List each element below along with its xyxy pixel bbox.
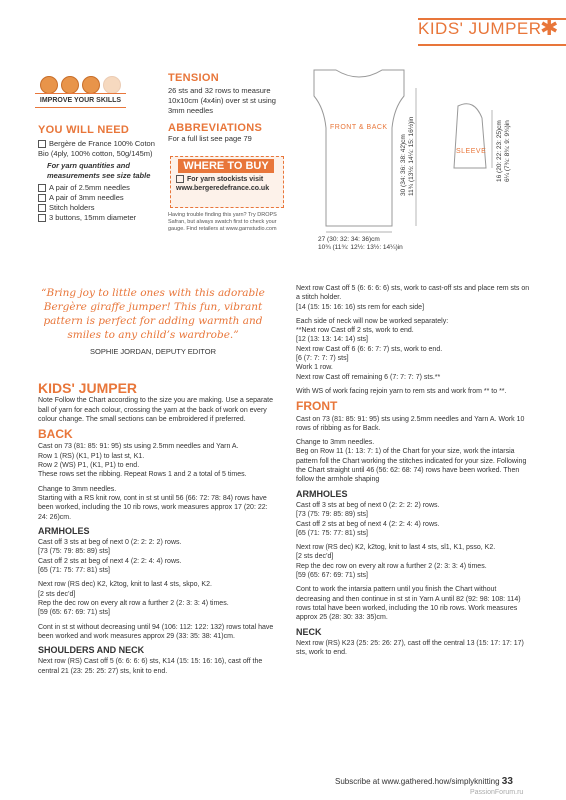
pattern-line: Next row Cast off 6 (6: 6: 7: 7) sts, work to end.	[296, 345, 443, 353]
yarn-ball-icon	[40, 76, 58, 94]
yarn-ball-icon	[103, 76, 121, 94]
pattern-line: These rows set the ribbing. Repeat Rows 1 and 2 a total of 5 times.	[38, 471, 247, 479]
need-note: For yarn quantities and measurements see size table	[47, 161, 151, 180]
pattern-line: With WS of work facing rejoin yarn to rem sts and work from ** to **.	[296, 387, 507, 395]
armholes-heading: ARMHOLES	[296, 488, 348, 499]
pattern-line: Row 1 (RS) (K1, P1) to last st, K1.	[38, 452, 145, 460]
pattern-line: Next row (RS dec) K2, k2tog, knit to last 4 sts, sl1, K1, psso, K2.	[296, 544, 496, 552]
pattern-line: Next row (RS) K23 (25: 25: 26: 27), cast off the central 13 (15: 17: 17: 17) sts, work to end.	[296, 639, 524, 657]
need-item: A pair of 2.5mm needles	[38, 183, 156, 193]
pattern-line: Cast off 2 sts at beg of next 4 (2: 2: 4: 4) rows.	[38, 557, 182, 565]
pattern-line: Work 1 row.	[296, 364, 333, 372]
checkbox-icon	[38, 140, 46, 148]
pattern-line: Each side of neck will now be worked separately:	[296, 317, 449, 325]
pattern-line: Rep the dec row on every alt row a further 2 (2: 3: 3: 4) times.	[296, 562, 487, 570]
pattern-line: [6 (7: 7: 7: 7) sts]	[296, 355, 349, 363]
pattern-line: Change to 3mm needles.	[38, 485, 117, 493]
pattern-line: [2 sts dec’d]	[38, 590, 76, 598]
shoulders-heading: SHOULDERS AND NECK	[38, 645, 145, 656]
left-column	[38, 380, 274, 676]
checkbox-icon	[176, 175, 184, 183]
pattern-line: [12 (13: 13: 14: 14) sts]	[296, 336, 368, 344]
pattern-line: [59 (65: 67: 69: 71) sts]	[296, 572, 368, 580]
garment-diagram	[296, 58, 566, 248]
checkbox-icon	[38, 204, 46, 212]
pattern-line: Next row Cast off 5 (6: 6: 6: 6) sts, work to cast-off sts and place rem sts on a stitch holder.	[296, 285, 530, 302]
back-heading: BACK	[38, 427, 73, 442]
pattern-line: Cast off 3 sts at beg of next 0 (2: 2: 2: 2) rows.	[38, 539, 182, 547]
neck-heading: NECK	[296, 626, 322, 637]
editor-quote: “Bring joy to little ones with this adorable Bergère giraffe jumper! This fun, vibrant pattern is perfect for adding warmth and smiles to any child’s wardrobe.”	[41, 287, 265, 341]
width-label: 27 (30: 32: 34: 36)cm 10¾ (11¾: 12½: 13½: 14¼)in	[318, 236, 403, 251]
need-item: Stitch holders	[38, 203, 156, 213]
pattern-line: Cont in st st without decreasing until 94 (106: 112: 122: 132) rows total have been worked and work measures approx 29 (33: 35: 38: 41)cm.	[38, 623, 274, 640]
pattern-line: Cast on 73 (81: 85: 91: 95) sts using 2.5mm needles and Yarn A. Work 10 rows of ribbing as for Back.	[296, 415, 525, 432]
pattern-line: Cast off 2 sts at beg of next 4 (2: 2: 4: 4) rows.	[296, 520, 440, 528]
tension-title: TENSION	[168, 72, 219, 84]
front-back-label: FRONT & BACK	[330, 124, 388, 131]
tension-text: 26 sts and 32 rows to measure 10x10cm (4x4in) over st st using 3mm needles	[168, 86, 276, 115]
pattern-line: [73 (75: 79: 85: 89) sts]	[38, 548, 110, 556]
sleeve-outline	[454, 104, 486, 168]
pattern-line: Cast on 73 (81: 85: 91: 95) sts using 2.5mm needles and Yarn A.	[38, 443, 239, 451]
armholes-heading: ARMHOLES	[38, 525, 90, 536]
need-item: 3 buttons, 15mm diameter	[38, 213, 156, 223]
pattern-line: [2 sts dec’d]	[296, 553, 334, 561]
tension-block	[168, 72, 286, 144]
watermark: PassionForum.ru	[470, 789, 524, 796]
you-will-need	[38, 124, 156, 223]
pattern-line: Next row Cast off remaining 6 (7: 7: 7: 7) sts.**	[296, 373, 441, 381]
pattern-line: [65 (71: 75: 77: 81) sts]	[38, 567, 110, 575]
pattern-line: [14 (15: 15: 16: 16) sts rem for each side]	[296, 303, 425, 311]
checkbox-icon	[38, 184, 46, 192]
where-to-buy-text: For yarn stockists visit www.bergeredefrance.co.uk	[176, 176, 270, 192]
front-heading: FRONT	[296, 399, 338, 414]
page-number: 33	[501, 776, 513, 787]
pattern-line: [73 (75: 79: 85: 89) sts]	[296, 511, 368, 519]
page-title: KIDS' JUMPER	[418, 19, 542, 38]
pattern-title: KIDS' JUMPER	[38, 380, 138, 396]
pattern-line: Next row (RS dec) K2, k2tog, knit to last 4 sts, skpo, K2.	[38, 581, 212, 589]
pattern-line: Cast off 3 sts at beg of next 0 (2: 2: 2: 2) rows.	[296, 501, 440, 509]
pattern-line: [59 (65: 67: 69: 71) sts]	[38, 609, 110, 617]
pattern-line: Rep the dec row on every alt row a further 2 (2: 3: 3: 4) times.	[38, 599, 229, 607]
quote-author: SOPHIE JORDAN, DEPUTY EDITOR	[90, 347, 216, 356]
skills-label: IMPROVE YOUR SKILLS	[35, 93, 126, 108]
pattern-line: Cont to work the intarsia pattern until you finish the Chart without decreasing and then continue in st st in Yarn A until 82 (92: 98: 108: 114) rows total have been worked, including the 10 rib rows. Work measures approx 25 (28: 30: 33: 35)cm.	[296, 586, 521, 622]
need-item: A pair of 3mm needles	[38, 193, 156, 203]
pattern-line: [65 (71: 75: 77: 81) sts]	[296, 529, 368, 537]
abbreviations-title: ABBREVIATIONS	[168, 122, 263, 134]
asterisk-icon: ✱	[540, 15, 559, 40]
height-label: 30 (34: 36: 38: 42)cm 11¾ (13½: 14¼: 15: 16½)in	[400, 116, 415, 196]
sleeve-label: SLEEVE	[456, 148, 487, 155]
pattern-line: **Next row Cast off 2 sts, work to end.	[296, 327, 414, 335]
pattern-line: Change to 3mm needles.	[296, 439, 375, 447]
abbreviations-text: For a full list see page 79	[168, 134, 252, 143]
you-will-need-title: YOU WILL NEED	[38, 124, 130, 136]
right-column	[296, 284, 532, 657]
pattern-line: Next row (RS) Cast off 5 (6: 6: 6: 6) sts, K14 (15: 15: 16: 16), cast off the central 21 (23: 25: 25: 27) sts, knit to end.	[38, 658, 263, 675]
yarn-ball-icon	[82, 76, 100, 94]
front-back-outline	[314, 70, 404, 226]
need-item: Bergère de France 100% Coton Bio (4ply, 100% cotton, 50g/145m)	[38, 139, 155, 158]
checkbox-icon	[38, 214, 46, 222]
note-paragraph: Note Follow the Chart according to the size you are making. Use a separate ball of yarn for each colour, crossing the yarn at the back of work on every colour change. The small sections can be embroidered if preferred.	[38, 397, 274, 423]
sleeve-length-label: 16 (20: 22: 23: 25)cm 6¼ (7¾: 8¾: 9: 9¾)in	[496, 120, 511, 182]
yarn-ball-icon	[61, 76, 79, 94]
footer	[335, 776, 513, 787]
trouble-text: Having trouble finding this yarn? Try DROPS Safran, but always swatch first to check your gauge. Find retailers at www.garnstudio.com	[168, 212, 277, 232]
pattern-line: Row 2 (WS) P1, (K1, P1) to end.	[38, 462, 140, 470]
where-to-buy-title: WHERE TO BUY	[178, 159, 274, 173]
subscribe-link[interactable]: Subscribe at www.gathered.how/simplyknitting	[335, 777, 500, 786]
pattern-line: Starting with a RS knit row, cont in st st until 56 (66: 72: 78: 84) rows have been worked, including the 10 rib rows, work measures approx 17 (20: 22: 24: 26)cm.	[38, 494, 268, 521]
pattern-line: Beg on Row 11 (1: 13: 7: 1) of the Chart for your size, work the intarsia pattern foll the Chart working the stitches indicated for your size. Following the Chart straight until 46 (56: 62: 68: 74) rows have been worked. Then follow the armhole shaping	[296, 448, 527, 484]
checkbox-icon	[38, 194, 46, 202]
